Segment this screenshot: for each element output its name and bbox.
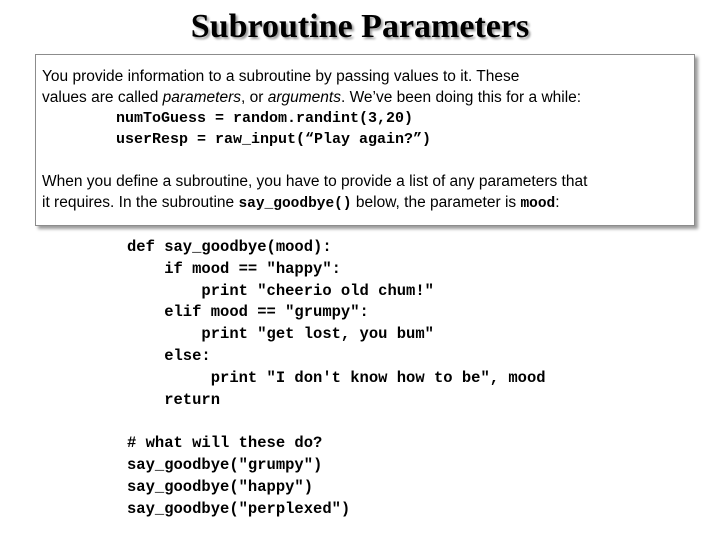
intro-line-4-text-b: below, the parameter is: [351, 194, 521, 211]
code-comment-line: # what will these do?: [127, 434, 323, 453]
paragraph-spacer: [42, 150, 694, 171]
inline-code-say-goodbye: say_goodbye(): [238, 196, 352, 212]
example-code-line-2: userResp = raw_input(“Play again?”): [116, 131, 432, 148]
code-line: print "I don't know how to be", mood: [127, 368, 546, 387]
example-code-line-1: numToGuess = random.randint(3,20): [116, 110, 414, 127]
code-line-blank: [127, 411, 546, 433]
code-call-line: say_goodbye("happy"): [127, 477, 314, 496]
intro-line-1: You provide information to a subroutine by passing values to it. These: [42, 68, 520, 85]
inline-code-mood: mood: [520, 196, 556, 212]
intro-line-2: [42, 87, 694, 108]
intro-line-4: [42, 192, 694, 213]
code-line: elif mood == "grumpy":: [127, 303, 369, 322]
intro-line-2-text-c: , or: [241, 89, 268, 106]
code-line: print "get lost, you bum": [127, 325, 434, 344]
code-line: if mood == "happy":: [127, 259, 341, 278]
intro-text-box: [35, 54, 695, 226]
code-listing: [127, 237, 546, 520]
code-line: return: [127, 390, 221, 409]
intro-line-2-text-e: . We’ve been doing this for a while:: [340, 89, 582, 106]
code-call-line: say_goodbye("perplexed"): [127, 499, 351, 518]
intro-line-2-text-a: values are called: [42, 89, 163, 106]
code-line: print "cheerio old chum!": [127, 281, 434, 300]
intro-line-3: When you define a subroutine, you have to provide a list of any parameters that: [42, 173, 588, 190]
code-line: else:: [127, 346, 211, 365]
code-call-line: say_goodbye("grumpy"): [127, 455, 323, 474]
intro-line-4-text-c: :: [555, 194, 560, 211]
slide-title: Subroutine Parameters: [190, 8, 530, 45]
intro-line-4-text-a: it requires. In the subroutine: [42, 194, 239, 211]
code-line: def say_goodbye(mood):: [127, 238, 332, 256]
term-arguments: arguments: [267, 89, 341, 106]
term-parameters: parameters: [162, 89, 242, 106]
